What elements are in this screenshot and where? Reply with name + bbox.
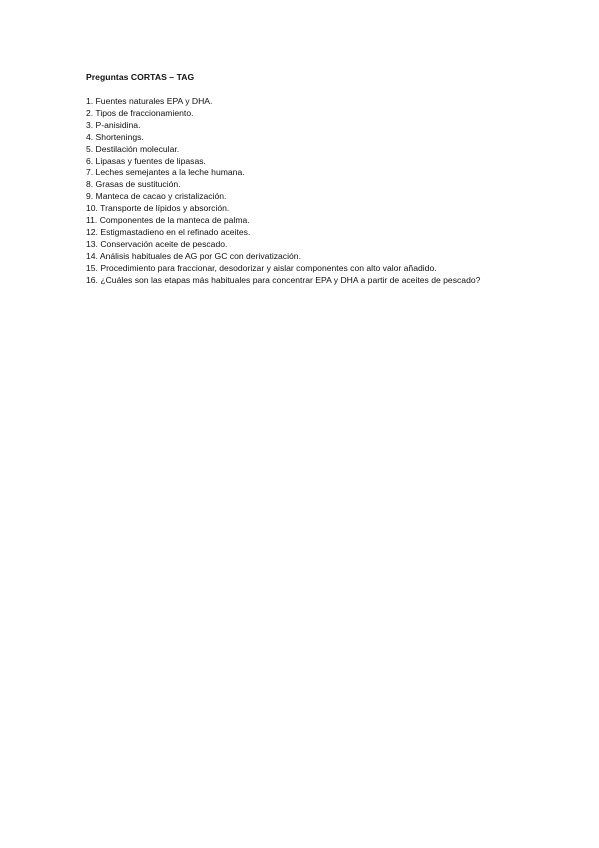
document-title: Preguntas CORTAS – TAG xyxy=(86,72,195,82)
question-item: 6. Lipasas y fuentes de lipasas. xyxy=(86,155,206,166)
question-item: 14. Análisis habituales de AG por GC con derivatización. xyxy=(86,250,301,261)
question-item: 4. Shortenings. xyxy=(86,131,144,142)
question-item: 9. Manteca de cacao y cristalización. xyxy=(86,191,227,202)
question-item: 1. Fuentes naturales EPA y DHA. xyxy=(86,96,213,106)
question-item: 15. Procedimiento para fraccionar, desodorizar y aislar componentes con alto valor añadido. xyxy=(86,262,437,273)
question-item: 16. ¿Cuáles son las etapas más habituales para concentrar EPA y DHA a partir de aceites de pescado? xyxy=(86,274,481,285)
question-list xyxy=(86,96,526,287)
question-item: 2. Tipos de fraccionamiento. xyxy=(86,107,194,118)
document-content xyxy=(86,72,526,287)
question-item: 10. Transporte de lípidos y absorción. xyxy=(86,203,230,214)
question-item: 5. Destilación molecular. xyxy=(86,143,180,154)
question-item: 13. Conservación aceite de pescado. xyxy=(86,238,228,249)
question-item: 11. Componentes de la manteca de palma. xyxy=(86,215,250,226)
question-item: 7. Leches semejantes a la leche humana. xyxy=(86,167,245,178)
question-item: 12. Estigmastadieno en el refinado aceites. xyxy=(86,226,251,237)
question-item: 3. P-anisidina. xyxy=(86,119,141,130)
question-item: 8. Grasas de sustitución. xyxy=(86,179,181,190)
